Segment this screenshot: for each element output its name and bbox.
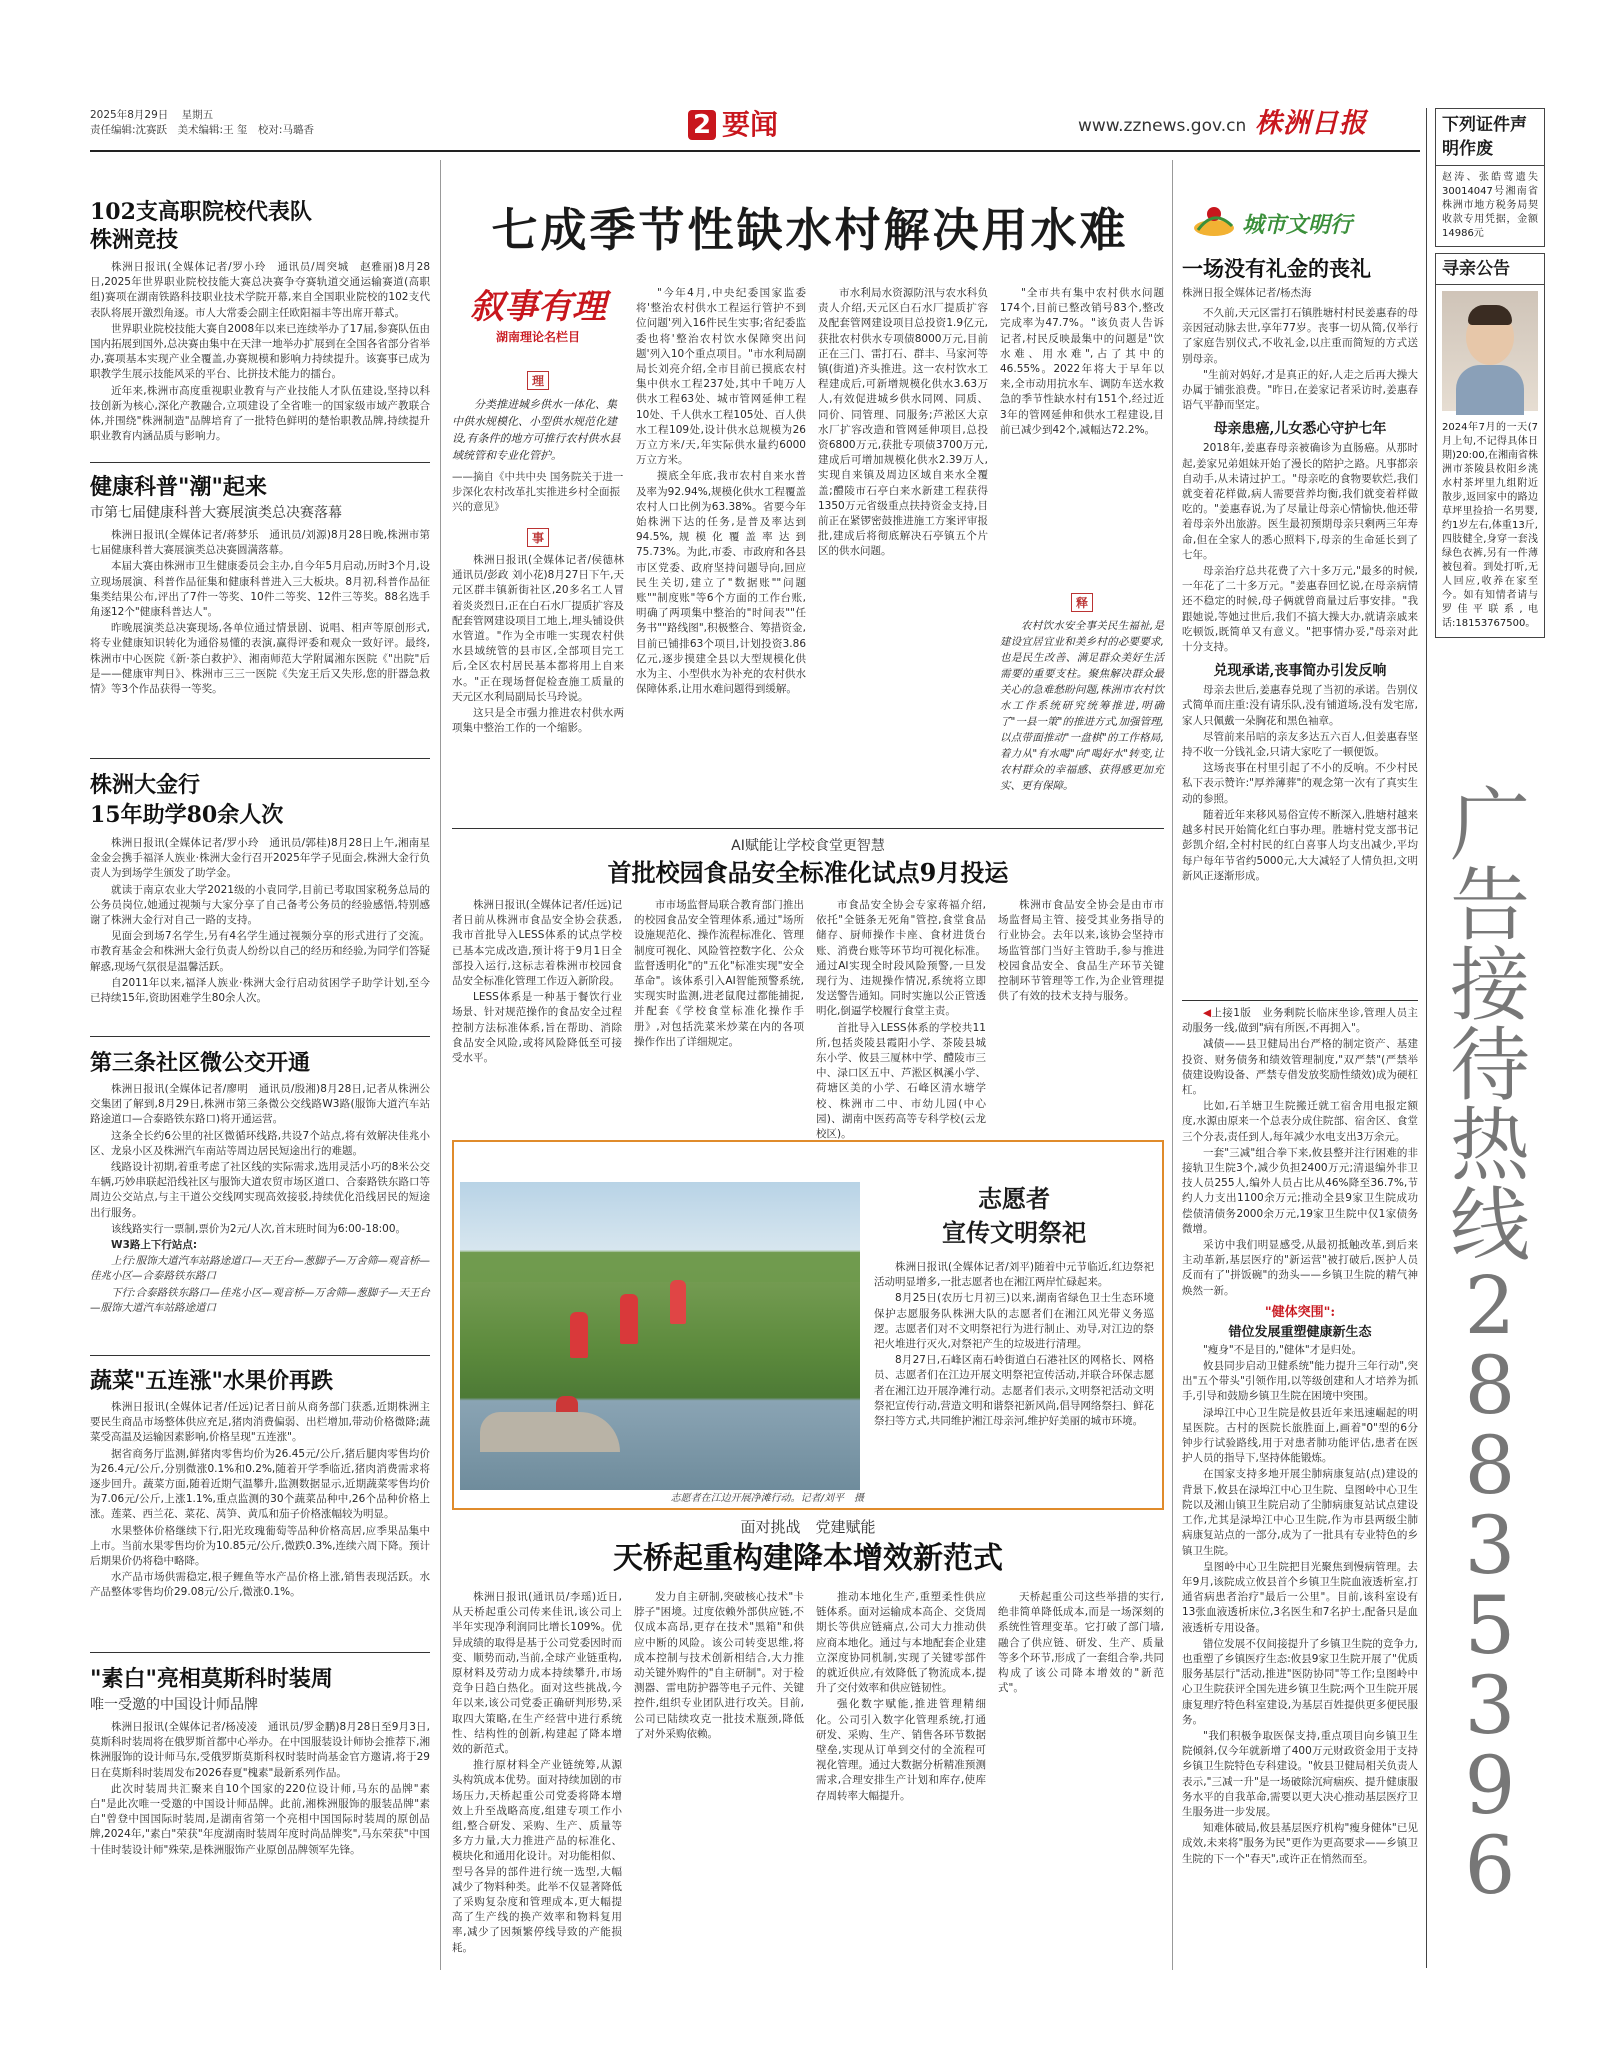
article-health-reform <box>1182 1006 1418 1968</box>
continued-marker-icon: ◀ <box>1203 1007 1212 1019</box>
paragraph: 母亲去世后,姜惠春兑现了当初的承诺。告别仪式简单而庄重:没有请乐队,没有铺道场,没有发宅席,家人只佩戴一朵胸花和黑色袖章。 <box>1182 684 1418 727</box>
lead-headline: 七成季节性缺水村解决用水难 <box>491 203 1129 257</box>
paragraph: "全市共有集中农村供水问题174个,目前已整改销号83个,整改完成率为47.7%。"该负责人告诉记者,村民反映最集中的问题是"饮水难、用水难",占了其中的46.55%。2022年将大于早年以来,全市动用抗水车、调防车送水救急的季节性缺水村有151个,经过近3年的管网延伸和供水工程建设,目前已减少到42个,减幅达72.2%。 <box>1000 287 1164 436</box>
article-volunteer <box>452 1140 1164 1510</box>
article-scholarship <box>90 770 430 1030</box>
tag-shi2: 释 <box>1071 593 1093 612</box>
paragraph: 此次时装周共汇聚来自10个国家的220位设计师,马东的品牌"素白"是此次唯一受邀的中国设计师品牌。此前,湘株洲服饰的服装品牌"素白"曾登中国国际时装周,是湖南省第一个亮相中国国际时装周的原创品牌,2024年,"素白"荣获"年度湖南时装周年度时尚品牌奖",马东荣获"中国十佳时装设计师"殊荣,是株洲服饰产业原创品牌领军先锋。 <box>90 1782 430 1856</box>
paragraph: 株洲日报讯(全媒体记者/罗小玲 通讯员/周突城 赵雅丽)8月28日,2025年世界职业院校技能大赛总决赛争夺赛轨道交通运输赛道(高职组)赛项在湖南铁路科技职业技术学院开幕,来自全国职业院校的102支代表队将展开激烈角逐。市人大常委会副主任欧阳福丰等出席开幕式。 <box>90 261 430 319</box>
article-subtitle: 市第七届健康科普大赛展演类总决赛落幕 <box>90 505 342 521</box>
paragraph: "生前对妈好,才是真正的好,人走之后再大操大办属于铺张浪费。"昨日,在姜家记者采访时,姜惠春语气平静而坚定。 <box>1182 368 1418 412</box>
paragraph: 这只是全市强力推进农村供水两项集中整治工作的一个缩影。 <box>452 707 624 735</box>
page-number-badge: 2 <box>688 110 716 140</box>
paragraph: 随着近年来移风易俗宣传不断深入,胜塘村越来越多村民开始简化红白事办理。胜塘村党支部书记彭凯介绍,全村村民的红白喜事人均支出减少,平均每户每年节省约5000元,大大减轻了人情负担,文明新风正逐渐形成。 <box>1182 808 1418 882</box>
paragraph: 株洲日报讯(全媒体记者/蒋梦乐 通讯员/刘源)8月28日晚,株洲市第七届健康科普大赛展演类总决赛圆满落幕。 <box>90 529 430 557</box>
paragraph: 攸县同步启动卫健系统"能力提升三年行动",突出"五个带头"引领作用,以等级创建和人才培养为抓手,引导和鼓励乡镇卫生院在困境中突围。 <box>1182 1360 1418 1403</box>
ad-phone-digit: 3 <box>1464 1659 1516 1752</box>
right-column <box>1435 108 1545 1968</box>
ad-phone-digit: 8 <box>1464 1419 1516 1512</box>
void-notice-title: 下列证件声明作废 <box>1436 109 1544 166</box>
article-food-safety <box>452 836 1164 1141</box>
paragraph: 就读于南京农业大学2021级的小袁同学,目前已考取国家税务总局的公务员岗位,她通过视频与大家分享了自己备考公务员的经验感悟,特别感谢了株洲大金行对自己一路的支持。 <box>90 883 430 927</box>
editors-line: 责任编辑:沈赛跃 美术编辑:王 玺 校对:马璐香 <box>90 124 314 136</box>
lead-text: 上接1版 业务剩院长临床坐诊,管理人员主动服务一线,做到"病有所医,不再拥入"。 <box>1182 1007 1418 1035</box>
paragraph: 株洲日报讯(全媒体记者/任远)记者日前从株洲市食品安全协会获悉,我市首批导入LESS体系的试点学校已基本完成改造,预计将于9月1日全部投入运行,这标志着株洲市校园食品安全标准化管理工作迈入新阶段。 <box>452 899 622 988</box>
article-subtitle: AI赋能让学校食堂更智慧 <box>731 838 885 854</box>
li-source: ——摘自《中共中央 国务院关于进一步深化农村改革扎实推进乡村全面振兴的意见》 <box>452 471 624 513</box>
paragraph: 不久前,天元区雷打石镇胜塘村村民姜惠春的母亲因冠动脉去世,享年77岁。丧事一切从简,仅举行了家庭告别仪式,不收礼金,以庄重而简短的方式送别母亲。 <box>1182 307 1418 365</box>
paragraph: 世界职业院校技能大赛自2008年以来已连续举办了17届,参赛队伍由国内拓展到国外,总决赛由集中在天津一地举办扩展到在全国各省部分省举办,赛项基本实现产业全覆盖,办赛规模和影响力持续提升。该赛事已成为职教学生展示技能风采的平台、比拼技术能力的擂台。 <box>90 322 430 381</box>
article-title: 天桥起重构建降本增效新范式 <box>613 1541 1003 1576</box>
paragraph: 母亲治疗总共花费了六十多万元,"最多的时候,一年花了二十多万元。"姜惠春回忆说,在母亲病情还不稳定的时候,母子俩就曾商量过后事安排。"我跟她说,等她过世后,我们不搞大操大办,就请亲戚来吃顿饭,既简单又有意义。"把事情办妥,"母亲对此十分支持。 <box>1182 565 1418 654</box>
ad-phone-digit: 5 <box>1464 1579 1516 1672</box>
paragraph: 推行原材料全产业链统筹,从源头构筑成本优势。面对持续加剧的市场压力,天桥起重公司党委将降本增效上升至战略高度,组建专项工作小组,整合研发、采购、生产、质量等多方力量,大力推进产品的标准化、模块化和通用化设计。对功能相似、型号各异的部件进行统一选型,大幅减少了物料种类。此举不仅显著降低了采购复杂度和管理成本,更大幅提高了生产线的换产效率和物料复用率,减少了因频繁停线导致的产能损耗。 <box>452 1759 622 1954</box>
column-brand-title: 叙事有理 <box>470 287 606 327</box>
paragraph: 错位发展不仅间接提升了乡镇卫生院的竞争力,也重塑了乡镇医疗生态:攸县9家卫生院开展了"优质服务基层行"活动,推进"医防协同"等工作;皇图岭中心卫生院获评全国先进乡镇卫生院;两个卫生院开展康复理疗特色科室建设,为基层百姓提供更多便民服务。 <box>1182 1637 1418 1726</box>
li-quote: 分类推进城乡供水一体化、集中供水规模化、小型供水规范化建设,有条件的地方可推行农村供水县域统管和专业化管护。 <box>452 398 621 462</box>
photo-caption: 志愿者在江边开展净滩行动。记者/刘平 摄 <box>670 1493 864 1504</box>
paragraph: 一套"三减"组合拳下来,攸县整并注行困难的非接轨卫生院3个,减少负担2400万元;清退编外非卫技人员255人,编外人员占比从46%降至36.7%,节约人力支出1100余万元;推动全县9家卫生院成功偿债清债务2000余万元,19家卫生院中仅1家债务微增。 <box>1182 1146 1418 1235</box>
ad-char: 告 <box>1450 859 1530 952</box>
paragraph: 株洲日报讯(全媒体记者/侯德林 通讯员/彭政 刘小花)8月27日下午,天元区群丰镇新街社区,20多名工人冒着炎炎烈日,正在白石水厂提质扩容及配套管网建设项目工地上,埋头铺设供水管道。"作为全市唯一实现农村供水县域统管的县市区,全部项目完工后,全区农村居民基本都将用上自来水。"正在现场督促检查施工质量的天元区水利局副局长马玲说。 <box>452 554 624 703</box>
byline: 株洲日报全媒体记者/杨杰海 <box>1182 287 1312 299</box>
paragraph: 这场丧事在村里引起了不小的反响。不少村民私下表示赞许:"厚养薄葬"的观念第一次有了真实生动的参照。 <box>1182 762 1418 805</box>
void-notice-body: 赵涛、张皓莺遗失30014047号湘南省株洲市地方税务局契收款专用凭据，金额14986元 <box>1442 172 1538 239</box>
article-title: 102支高职院校代表队 株洲竞技 <box>90 199 312 253</box>
website-url[interactable]: www.zznews.gov.cn <box>1078 116 1247 136</box>
ad-phone-digit: 8 <box>1464 1339 1516 1432</box>
route-down: 下行:合泰路铁东路口—佳兆小区—观音桥—万舍筛—葱脚子—天王台—服饰大道汽车站路途道口 <box>90 1286 430 1314</box>
paragraph: 首批导入LESS体系的学校共11所,包括炎陵县霞阳小学、茶陵县城东小学、攸县三厦林中学、醴陵市三中、渌口区五中、芦淞区枫溪小学、荷塘区美的小学、石峰区清水塘学校、株洲市二中、市幼儿园(中心园)、湖南中医药高等专科学校(云龙校区)。 <box>816 1021 986 1141</box>
paragraph: 本届大赛由株洲市卫生健康委员会主办,自今年5月启动,历时3个月,设立现场展演、科普作品征集和健康科普进入三大板块。8月初,科普作品征集类结果公布,评出了7件一等奖、10件二等奖、12件三等奖。88名选手角逐12个"健康科普达人"。 <box>90 560 430 619</box>
paragraph: 在国家支持多地开展尘肺病康复站(点)建设的背景下,攸县在渌埠江中心卫生院、皇图岭中心卫生院以及湘山镇卫生院启动了尘肺病康复站试点建设工作,尤其是渌埠江中心卫生院,作为市县两级尘肺病康复站点的一部分,成为了一批具有专业特色的乡镇卫生院。 <box>1182 1468 1418 1557</box>
tag-shi: 事 <box>527 528 549 547</box>
article-vegetable-prices <box>90 1366 430 1646</box>
paragraph: "瘦身"不是目的,"健体"才是归处。 <box>1203 1343 1363 1356</box>
paragraph: 渌埠江中心卫生院是攸县近年来迅速崛起的明星医院。古村的医院长旅胜面上,画着"0"型的6分钟步行试验路线,用于对患者肺功能评估,患者在医护人员的指导下,坚持体能锻炼。 <box>1182 1406 1418 1465</box>
brand-emblem-icon <box>1192 204 1236 240</box>
article-fashion-week <box>90 1664 430 1964</box>
paragraph: 天桥起重公司这些举措的实行,绝非简单降低成本,而是一场深刻的系统性管理变革。它打破了部门墙,融合了供应链、研发、生产、质量等多个环节,形成了一套组合拳,共同构成了该公司降本增效的"新范式"。 <box>998 1591 1164 1695</box>
article-title: "素白"亮相莫斯科时装周 <box>90 1666 333 1692</box>
article-health-science <box>90 472 430 752</box>
paragraph: 株洲日报讯(全媒体记者/任远)记者日前从商务部门获悉,近期株洲主要民生商品市场整体供应充足,猪肉消费偏弱、出栏增加,带动价格微降;蔬菜受高温及运输因素影响,价格呈现"五连涨"。 <box>90 1401 430 1444</box>
column-brand <box>452 286 624 360</box>
ad-phone-digit: 2 <box>1464 1259 1516 1352</box>
article-micro-bus <box>90 1048 430 1348</box>
article-title: 志愿者 宣传文明祭祀 <box>942 1184 1086 1247</box>
paragraph: 推动本地化生产,重塑柔性供应链体系。面对运输成本高企、交货周期长等供应链痛点,公司大力推动供应商本地化。通过与本地配套企业建立深度协同机制,实现了关键零部件的就近供应,有效降低了物流成本,提升了交付效率和供应链韧性。 <box>816 1591 986 1695</box>
paragraph: 昨晚展演类总决赛现场,各单位通过情景剧、说唱、相声等原创形式,将专业健康知识转化为通俗易懂的表演,赢得评委和观众一致好评。最终,株洲市中心医院《新·茶白救护》、湘南师范大学附属湘东医院《"出院"后是——健康审判日》、株洲市三三一医院《失宠王后又失形,您的肝器急救情》等3个作品获得一等奖。 <box>90 622 430 696</box>
seek-relative-notice <box>1435 253 1545 638</box>
route-title: W3路上下行站点: <box>111 1239 198 1252</box>
article-title: 蔬菜"五连涨"水果价再跌 <box>90 1368 333 1394</box>
left-column <box>90 160 430 1970</box>
paragraph: 据省商务厅监测,鲜猪肉零售均价为26.45元/公斤,猪后腿肉零售均价为26.4元/公斤,分别微涨0.1%和0.2%,随着开学季临近,猪肉消费需求将逐步回升。蔬菜方面,随着近期气温攀升,监测数据显示,近期蔬菜零售均价为7.06元/公斤,上涨1.1%,重点监测的30个蔬菜品种中,26个品种价格上涨。莲菜、西兰花、菜花、莴笋、黄瓜和茄子价格涨幅较为明显。 <box>90 1447 430 1521</box>
paragraph: 发力自主研制,突破核心技术"卡脖子"困境。过度依赖外部供应链,不仅成本高昂,更存在技术"黑箱"和供应中断的风险。该公司转变思维,将成本控制与技术创新相结合,大力推动关键外购件的"自主研制"。对于检测器、雷电防护器等电子元件、关键控件,组织专业团队进行攻关。目前,公司已陆续攻克一批技术瓶颈,降低了对外采购依赖。 <box>634 1591 804 1740</box>
paragraph: 自2011年以来,福泽人族业·株洲大金行启动贫困学子助学计划,至今已持续15年,资助困难学生80余人次。 <box>90 976 430 1005</box>
paragraph: 株洲日报讯(全媒体记者/杨凌凌 通讯员/罗金鹏)8月28日至9月3日,莫斯科时装周将在俄罗斯首都中心举办。在中国服装设计师协会推荐下,湘株洲服饰的设计师马东,受俄罗斯莫斯科权时装时尚基金官方邀请,将于29日在莫斯科时装周发布2026春夏"槐素"最新系列作品。 <box>90 1721 430 1779</box>
paragraph: 株洲日报讯(全媒体记者/廖明 通讯员/殷湘)8月28日,记者从株洲公交集团了解到,8月29日,株洲市第三条微公交线路W3路(服饰大道汽车站路途道口—合泰路铁东路口)将开通运营。 <box>90 1083 430 1126</box>
ad-char: 待 <box>1450 1019 1530 1112</box>
section-subheading: 错位发展重塑健康新生态 <box>1228 1324 1372 1340</box>
paragraph: 线路设计初期,着重考虑了社区线的实际需求,选用灵活小巧的8米公交车辆,巧妙串联起沿线社区与服饰大道农贸市场区道口、合泰路铁东路口等周边公交站点,与主干道公交线网实现高效接驳,持续优化沿线居民的短途出行服务。 <box>90 1161 430 1219</box>
ad-char: 广 <box>1450 779 1530 872</box>
brand-title: 城市文明行 <box>1242 212 1353 238</box>
article-vocational <box>90 198 430 458</box>
paragraph: 8月27日,石峰区南石岭街道白石港社区的网格长、网格员、志愿者们在江边开展文明祭祀宣传活动,并联合环保志愿者在湘江边开展净滩行动。志愿者们表示,文明祭祀活动文明祭祀宣传行动,营造文明和谐祭祀新风尚,倡导网络祭扫、鲜花祭扫等方式,共同维护湘江母亲河,维护好美丽的城市环境。 <box>874 1354 1154 1428</box>
paragraph: 皇图岭中心卫生院把目光聚焦到慢病管理。去年9月,该院成立攸县首个乡镇卫生院血液透析室,打通省病患者治疗"最后一公里"。目前,该科室设有13张血液透析床位,3名医生和7名护士,配备只是血液透析专用设备。 <box>1182 1560 1418 1634</box>
article-title: 第三条社区微公交开通 <box>90 1050 311 1076</box>
tag-li: 理 <box>527 371 549 390</box>
void-notice <box>1435 108 1545 247</box>
continued-lead <box>1182 1006 1418 1036</box>
child-photo <box>1442 291 1538 411</box>
article-subtitle: 面对挑战 党建赋能 <box>740 1518 876 1536</box>
shi2-commentary: 农村饮水安全事关民生福祉,是建设宜居宜业和美乡村的必要要求,也是民生改善、满足群众美好生活需要的重要支柱。聚焦解决群众最关心的急难愁盼问题,株洲市农村饮水工作系统研究统筹推进,明确了"一县一策"的推进方式,加强管理,以点带面推动"一盘棋"的工作格局,着力从"有水喝"向"喝好水"转变,让农村群众的幸福感、获得感更加充实、更有保障。 <box>1000 620 1164 792</box>
ad-phone-digit: 3 <box>1464 1499 1516 1592</box>
paragraph: 采访中我们明显感受,从最初抵触改革,到后来主动革新,基层医疗的"新运营"被打破后,医护人员反而有了"拼饭碗"的劲头——乡镇卫生院的精气神焕然一新。 <box>1182 1239 1418 1297</box>
ad-char: 线 <box>1450 1179 1530 1272</box>
paragraph: 8月25日(农历七月初三)以来,湖南省绿色卫士生态环境保护志愿服务队株洲大队的志愿者们在湘江风光带义务巡逻。志愿者们对不文明祭祀行为进行制止、劝导,对江边的祭祀火堆进行灭火,对祭祀产生的垃圾进行清理。 <box>874 1292 1154 1351</box>
column-brand-subtitle: 湖南理论名栏目 <box>495 330 580 344</box>
masthead <box>90 108 1420 148</box>
ad-phone-digit: 9 <box>1464 1739 1516 1832</box>
paragraph: 强化数字赋能,推进管理精细化。公司引入数字化管理系统,打通研发、采购、生产、销售各环节数据壁垒,实现从订单到交付的全流程可视化管理。通过大数据分析精准预测需求,合理安排生产计划和库存,使库存周转率大幅提升。 <box>816 1698 986 1802</box>
ad-char: 接 <box>1450 939 1530 1032</box>
paragraph: 株洲日报讯(通讯员/李瑶)近日,从天桥起重公司传来佳讯,该公司上半年实现净利润同比增长109%。优异成绩的取得是基于公司党委因时而变、顺势而动,当前,全球产业链重构,原材料及劳动力成本持续攀升,市场竞争日趋白热化。面对这些挑战,今年以来,该公司党委正确研判形势,采取四大策略,在生产经营中进行系统性、结构性的创新,构建起了降本增效的新范式。 <box>452 1591 622 1756</box>
page-section-title: 要闻 <box>722 108 779 141</box>
paragraph: 株洲日报讯(全媒体记者/罗小玲 通讯员/郭桂)8月28日上午,湘南星金金会携手福泽人族业·株洲大金行召开2025年学子见面会,株洲大金行负责人为到场学生颁发了助学金。 <box>90 837 430 880</box>
paragraph: 水果整体价格继续下行,阳光玫瑰葡萄等品种价格高居,应季果品集中上市。当前水果零售均价为10.85元/公斤,微跌0.3%,连续六周下降。预计后期果价仍将稳中略降。 <box>90 1524 430 1568</box>
paragraph: 株洲日报讯(全媒体记者/刘平)随着中元节临近,红边祭祀活动明显增多,一批志愿者也在湘江两岸忙碌起来。 <box>874 1261 1154 1289</box>
article-title: 首批校园食品安全标准化试点9月投运 <box>607 858 1009 887</box>
ad-hotline <box>1435 779 1545 1912</box>
paragraph: 市食品安全协会专家蒋福介绍,依托"全链条无死角"管控,食堂食品储存、厨师操作卡座、食材进货台账、消费台账等环节均可视化标准。通过AI实现全时段风险预警,一旦发现行为、违规操作情况,系统将立即发送警告通知。同时实施以公正管透明化,倒逼学校履行食堂主责。 <box>816 899 986 1018</box>
article-tianqiao <box>452 1516 1164 1966</box>
paragraph: "今年4月,中央纪委国家监委将'整治农村供水工程运行管护不到位问题'列入16件民生实事;省纪委监委也将'整治农村饮水保障突出问题'列入10个重点项目。"市水利局副局长刘亮介绍,全市目前已摸底农村集中供水工程237处,其中千吨万人供水工程63处、城市管网延伸工程10处、千人供水工程105处、百人供水工程109处,设计供水总规模为26万立方米/天,年实际供水量约6000万立方米。 <box>636 287 806 467</box>
paragraph: "我们积极争取医保支持,重点项目向乡镇卫生院倾斜,仅今年就新增了400万元财政资金用于支持乡镇卫生院特色专科建设。"攸县卫健局相关负责人表示,"三减一升"是一场破除沉疴痼疾、提升健康服务水平的自我革命,需要以更大决心推动基层医疗卫生服务进一步发展。 <box>1182 1729 1418 1818</box>
article-subtitle: 唯一受邀的中国设计师品牌 <box>90 1697 258 1713</box>
section-heading: 兑现承诺,丧事简办引发反响 <box>1213 663 1387 680</box>
paragraph: 株洲市食品安全协会是由市市场监督局主管、接受其业务指导的行业协会。去年以来,该协会坚持市场监管部门当好主管助手,参与推进校园食品安全、食品生产环节关键控制环节管理等工作,为企业管理提供了有效的技术支持与服务。 <box>998 899 1164 1003</box>
issue-weekday: 星期五 <box>181 109 214 121</box>
civility-brand <box>1182 198 1418 248</box>
paragraph: 市市场监督局联合教育部门推出的校园食品安全管理体系,通过"场所设施规范化、操作流程标准化、管理制度可视化、风险管控数字化、公众监督透明化"的"五化"标准实现"安全革命"。该体系引入AI智能预警系统,实现实时监测,进老鼠爬过都能捕捉,并配套《学校食堂标准化操作手册》,对包括洗菜米炒菜在内的各项操作作出了详细规定。 <box>634 899 804 1048</box>
lead-article <box>452 286 1164 826</box>
paragraph: 摸底全年底,我市农村自来水普及率为92.94%,规模化供水工程覆盖农村人口比例为63.38%。省要今年始株洲下达的任务,是普及率达到94.5%,规模化覆盖率达到75.73%。为此,市委、市政府和各县市区党委、政府坚持问题导向,回应民生关切,建立了"数据账""问题账""制度账"等6个方面的工作台账,明确了两项集中整治的"时间表""任务书""路线图",积极整合、筹措资金,目前已铺排63个项目,计划投资3.86亿元,逐步摸建全县以大型规模化供水为主、小型供水为补充的农村供水保障体系,让用水难问题得到缓解。 <box>636 470 806 696</box>
paragraph: 尽管前来吊唁的亲友多达五六百人,但姜惠春坚持不收一分钱礼金,只请大家吃了一顿便饭。 <box>1182 730 1418 759</box>
route-up: 上行:服饰大道汽车站路途道口—天王台—葱脚子—万舍筛—观音桥—佳兆小区—合泰路铁东路口 <box>90 1255 430 1283</box>
paragraph: 市水利局水资源防汛与农水科负责人介绍,天元区白石水厂提质扩容及配套管网建设项目总投资1.9亿元,获批农村供水专项债8000万元,目前正在三门、雷打石、群丰、马家河等镇(街道)齐头推进。这一农村饮水工程建成后,可新增规模化供水3.63万人,有效促进城乡供水同网、同质、同价、同管理、同服务;芦淞区大京水厂扩容改造和管网延伸项目,总投资6800万元,获批专项债3700万元,建成后可增加规模化供水2.39万人,实现自来镇及周边区域自来水全覆盖;醴陵市石亭白来水新建工程获得1350万元省级重点扶持资金支持,目前正在紧锣密鼓推进施工方案评审报批,建成后将彻底解决石亭镇五个片区的供水问题。 <box>818 287 988 558</box>
paragraph: 2018年,姜惠春母亲被确诊为直肠癌。从那时起,姜家兄弟姐妹开始了漫长的陪护之路。凡事都亲自动手,从未请过护工。"母亲吃的食物要软烂,我们就变着花样做,病人需要营养均衡,我们就变着样做吃的。"姜惠春说,为了尽量让母亲心情愉快,他还带着母亲外出旅游。医生最初预期母亲只剩两三年寿命,但在全家人的悉心照料下,母亲的生命延长到了七年。 <box>1182 442 1418 561</box>
paragraph: 知难体破局,攸县基层医疗机构"瘦身健体"已见成效,未来将"服务为民"更作为更高要求——乡镇卫生院的下一个"春天",或许正在悄然而至。 <box>1182 1822 1418 1865</box>
issue-date: 2025年8月29日 <box>90 109 169 121</box>
paragraph: 该线路实行一票制,票价为2元/人次,首末班时间为6:00-18:00。 <box>111 1222 407 1235</box>
article-title: 一场没有礼金的丧礼 <box>1182 256 1371 281</box>
paragraph: 水产品市场供需稳定,根子鲤鱼等水产品价格上涨,销售表现活跃。水产品整体零售均价29.08元/公斤,微涨0.1%。 <box>90 1571 430 1599</box>
section-heading: 母亲患癌,儿女悉心守护七年 <box>1213 421 1387 438</box>
ad-char: 热 <box>1450 1099 1530 1192</box>
paragraph: 近年来,株洲市高度重视职业教育与产业技能人才队伍建设,坚持以科技创新为核心,深化产教融合,立项建设了全省唯一的国家级市域产教联合体,并围绕"株洲制造"品牌培育了一批特色鲜明的楚怡职教品牌,持续提升职业教育内涵品质与影响力。 <box>90 384 430 443</box>
article-title: 健康科普"潮"起来 <box>90 474 267 500</box>
volunteer-photo <box>460 1182 860 1490</box>
seek-notice-body: 2024年7月的一天(7月上旬,不记得具体日期)20:00,在湘南省株洲市茶陵县枚阳乡洮水村茶坪里九组附近散步,返回家中的路边草坪里捡拾一名男婴,约1岁左右,体重13斤,四肢健全,身穿一套浅绿色衣裤,另有一件薄被包着。到处打听,无人回应,收养在家至今。如有知情者请与罗佳平联系,电话:18153767500。 <box>1442 422 1538 629</box>
article-title: 株洲大金行 15年助学80余人次 <box>90 772 284 828</box>
seek-notice-title: 寻亲公告 <box>1436 254 1544 285</box>
paragraph: 减债——县卫健局出台严格的制定资产、基建投资、财务债务和绩效管理制度,"双严禁"(严禁举债建设购设备、严禁专借发放奖励性绩效)成为硬杠杠。 <box>1182 1038 1418 1097</box>
paragraph: LESS体系是一种基于餐饮行业场景、针对规范操作的食品安全过程控制方法标准体系,旨在帮助、消除食品安全风险,或将风险降低至可接受水平。 <box>452 991 622 1065</box>
ad-phone-digit: 6 <box>1464 1819 1516 1912</box>
paragraph: 这条全长约6公里的社区微循环线路,共设7个站点,将有效解决佳兆小区、龙泉小区及株洲汽车南站等周边居民短途出行的难题。 <box>90 1129 430 1157</box>
section-heading: "健体突围": <box>1264 1304 1336 1320</box>
paragraph: 见面会到场7名学生,另有4名学生通过视频分享的形式进行了交流。市教育基金会和株洲大金行负责人纷纷以自己的经历和经验,为同学们答疑解惑,现场气氛很是温馨活跃。 <box>90 930 430 973</box>
paragraph: 比如,石羊塘卫生院搬迁就工宿舍用电报定额度,水源由原来一个总表分成住院部、宿舍区、食堂三个分表,责任到人,每年减少水电支出3万余元。 <box>1182 1100 1418 1143</box>
newspaper-logo: 株洲日报 <box>1255 108 1367 139</box>
